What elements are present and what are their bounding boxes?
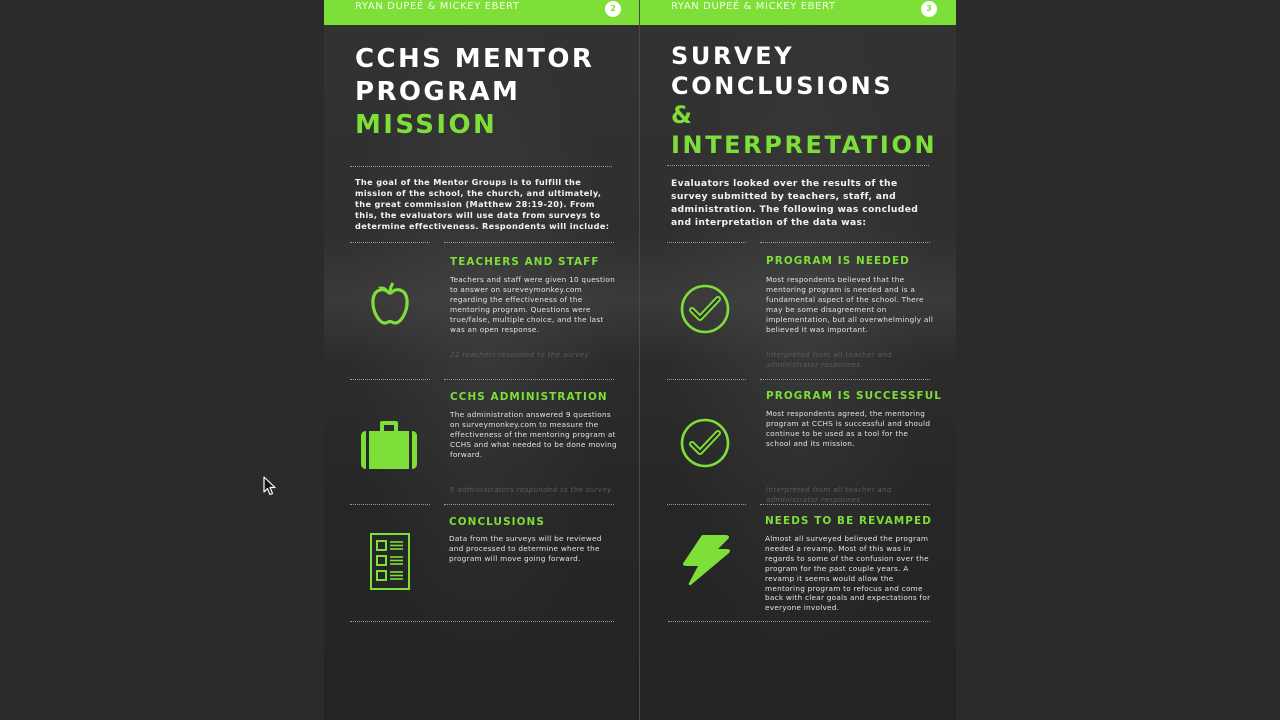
section-note: 5 administrators responded to the survey. (450, 486, 614, 494)
section-body: The administration answered 9 questions on surveymonkey.com to measure the effectiveness of the mentoring program at CCHS and what needed to be done moving forward. (450, 410, 617, 459)
divider (350, 242, 430, 243)
divider (444, 504, 614, 505)
section-title: CCHS ADMINISTRATION (450, 391, 608, 403)
lightning-bolt-icon (682, 532, 732, 591)
section-title: TEACHERS AND STAFF (450, 256, 600, 268)
divider (667, 165, 929, 166)
divider (350, 166, 612, 167)
divider (350, 504, 430, 505)
title-line-accent: MISSION (355, 110, 498, 140)
title-line-accent: & (671, 101, 695, 129)
intro-text: The goal of the Mentor Groups is to fulfill the mission of the school, the church, and ultimately, the great commission (Matthew 28:19-20). From this, the evaluators will use data from surveys to determine effectiveness. Respondents will include: (355, 177, 610, 231)
briefcase-icon (361, 420, 417, 474)
title-line-2: PROGRAM (355, 77, 521, 107)
page-header-bar (640, 0, 956, 25)
header-authors: RYAN DUPEÉ & MICKEY EBERT (355, 1, 520, 12)
mouse-cursor-icon (263, 476, 277, 500)
divider (350, 621, 614, 622)
section-note: 22 teachers resonded to the survey. (450, 351, 591, 359)
divider (668, 621, 930, 622)
page-number-badge: 2 (605, 1, 621, 17)
page-2 (324, 0, 640, 720)
section-body: Data from the surveys will be reviewed and processed to determine where the program will move going forward. (449, 534, 602, 563)
header-authors: RYAN DUPEÉ & MICKEY EBERT (671, 1, 836, 12)
title-line-accent-2: INTERPRETATION (671, 130, 938, 159)
section-body: Teachers and staff were given 10 question to answer on sureveymonkey.com regarding the effectiveness of the mentoring program. Questions were true/false, multiple choice, and the last was an open response. (450, 275, 615, 334)
title-line-1: SURVEY (671, 42, 795, 70)
divider (444, 242, 614, 243)
intro-text: Evaluators looked over the results of the survey submitted by teachers, staff, and administration. The following was concluded and interpretation of the data was: (671, 178, 919, 228)
section-body: Almost all surveyed believed the program needed a revamp. Most of this was in regards to some of the confusion over the program for the past couple years. A revamp it seems would allow the mentoring program to refocus and come back with clear goals and expectations for everyone involved. (765, 534, 931, 613)
divider (667, 504, 746, 505)
section-title: CONCLUSIONS (449, 516, 545, 528)
apple-icon (368, 281, 412, 331)
divider (760, 379, 930, 380)
page-title (671, 42, 937, 160)
page-3 (640, 0, 956, 720)
divider (760, 242, 930, 243)
section-title: PROGRAM IS NEEDED (766, 255, 910, 267)
section-title: PROGRAM IS SUCCESSFUL (766, 390, 942, 402)
check-circle-icon (680, 284, 730, 338)
checklist-document-icon (370, 533, 410, 594)
section-body: Most respondents believed that the mentoring program is needed and is a fundamental aspect of the school. There may be some disagreement on implementation, but all overwhelmingly all believed it was important. (766, 275, 934, 334)
title-line-2: CONCLUSIONS (671, 71, 894, 100)
divider (444, 379, 614, 380)
divider (760, 504, 930, 505)
title-line-1: CCHS MENTOR (355, 44, 595, 74)
divider (350, 379, 430, 380)
section-note: Interpreted from all teacher and administrator responses. (766, 486, 892, 504)
section-note: Interpreted from all teacher and administrator responses. (766, 351, 892, 369)
divider (667, 379, 746, 380)
page-number-badge: 3 (921, 1, 937, 17)
divider (667, 242, 746, 243)
section-title: NEEDS TO BE REVAMPED (765, 515, 932, 527)
section-body: Most respondents agreed, the mentoring program at CCHS is successful and should continue to be used as a tool for the school and its mission. (766, 409, 931, 448)
page-header-bar (324, 0, 640, 25)
page-title (355, 43, 594, 142)
check-circle-icon (680, 418, 730, 472)
